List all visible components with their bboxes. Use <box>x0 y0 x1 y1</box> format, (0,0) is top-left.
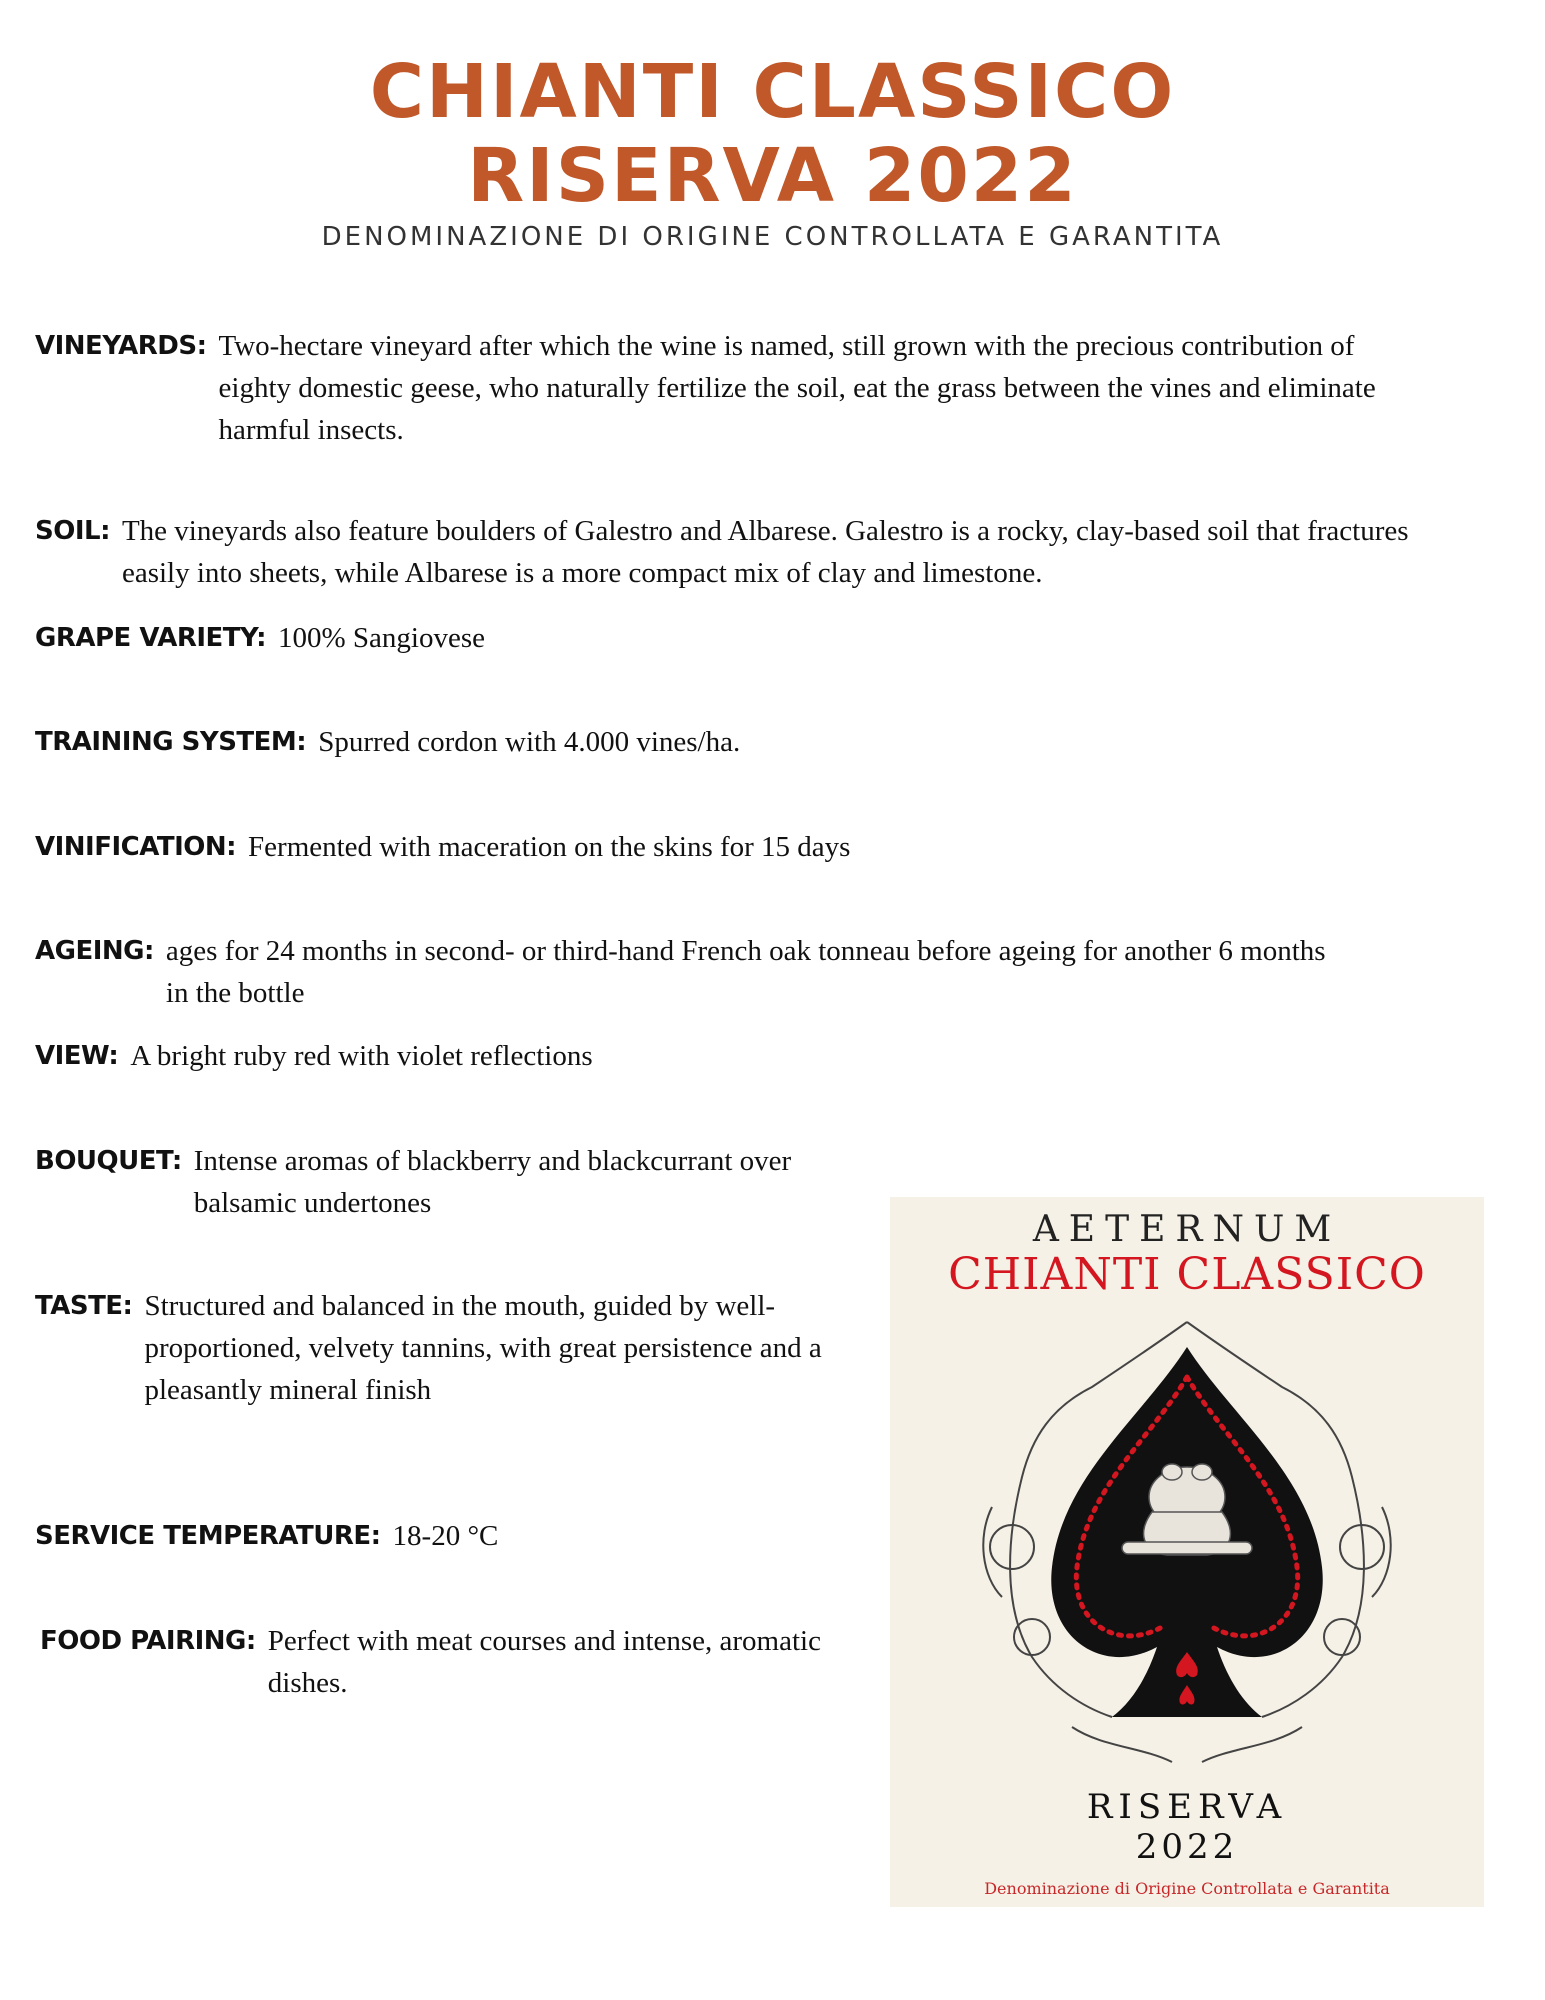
field-value: Structured and balanced in the mouth, guided by well-proportioned, velvety tannins, with great persistence and a pleasantly mineral finish <box>144 1290 822 1406</box>
page-subtitle: DENOMINAZIONE DI ORIGINE CONTROLLATA E GARANTITA <box>321 222 1224 252</box>
field-soil <box>35 510 1475 594</box>
field-label: TASTE: <box>35 1291 133 1321</box>
field-label: SERVICE TEMPERATURE: <box>35 1521 381 1551</box>
title-line-2: RISERVA 2022 <box>467 133 1078 219</box>
label-doc: Denominazione di Origine Controllata e Garantita <box>984 1879 1390 1898</box>
field-value: Two-hectare vineyard after which the wine is named, still grown with the precious contribution of eighty domestic geese, who naturally fertilize the soil, eat the grass between the vines and eliminate harmful insects. <box>218 330 1376 446</box>
field-label: VIEW: <box>35 1041 119 1071</box>
field-label: FOOD PAIRING: <box>40 1626 256 1656</box>
field-label: BOUQUET: <box>35 1146 182 1176</box>
field-bouquet <box>35 1140 865 1224</box>
label-riserva: RISERVA <box>1086 1787 1288 1827</box>
field-service-temperature <box>35 1515 885 1557</box>
page-title <box>0 50 1545 218</box>
field-value: Intense aromas of blackberry and blackcurrant over balsamic undertones <box>193 1145 792 1219</box>
field-value: Fermented with maceration on the skins for 15 days <box>248 831 851 863</box>
field-vineyards <box>35 325 1415 451</box>
field-label: VINIFICATION: <box>35 832 237 862</box>
spade-with-frog-icon <box>972 1307 1402 1777</box>
field-label: SOIL: <box>35 516 110 546</box>
field-view <box>35 1035 1135 1077</box>
field-label: VINEYARDS: <box>35 331 207 361</box>
field-label: GRAPE VARIETY: <box>35 623 266 653</box>
field-ageing <box>35 930 1355 1014</box>
field-taste <box>35 1285 845 1411</box>
label-name: CHIANTI CLASSICO <box>948 1249 1426 1300</box>
label-brand: AETERNUM <box>1032 1209 1342 1250</box>
wine-label-image <box>890 1197 1484 1907</box>
field-value: The vineyards also feature boulders of Galestro and Albarese. Galestro is a rocky, clay-based soil that fractures easily into sheets, while Albarese is a more compact mix of clay and limestone. <box>121 515 1409 589</box>
field-grape-variety <box>35 617 1135 659</box>
field-value: ages for 24 months in second- or third-hand French oak tonneau before ageing for another 6 months in the bottle <box>165 935 1326 1009</box>
label-year: 2022 <box>1135 1827 1239 1867</box>
field-label: TRAINING SYSTEM: <box>35 727 307 757</box>
field-value: 18-20 °C <box>392 1520 499 1552</box>
field-vinification <box>35 826 1135 868</box>
field-label: AGEING: <box>35 936 154 966</box>
field-food-pairing <box>40 1620 840 1704</box>
field-value: Spurred cordon with 4.000 vines/ha. <box>318 726 741 758</box>
field-value: Perfect with meat courses and intense, aromatic dishes. <box>267 1625 821 1699</box>
field-training-system <box>35 721 1135 763</box>
title-line-1: CHIANTI CLASSICO <box>369 49 1176 135</box>
field-value: A bright ruby red with violet reflections <box>130 1040 593 1072</box>
field-value: 100% Sangiovese <box>278 622 485 654</box>
